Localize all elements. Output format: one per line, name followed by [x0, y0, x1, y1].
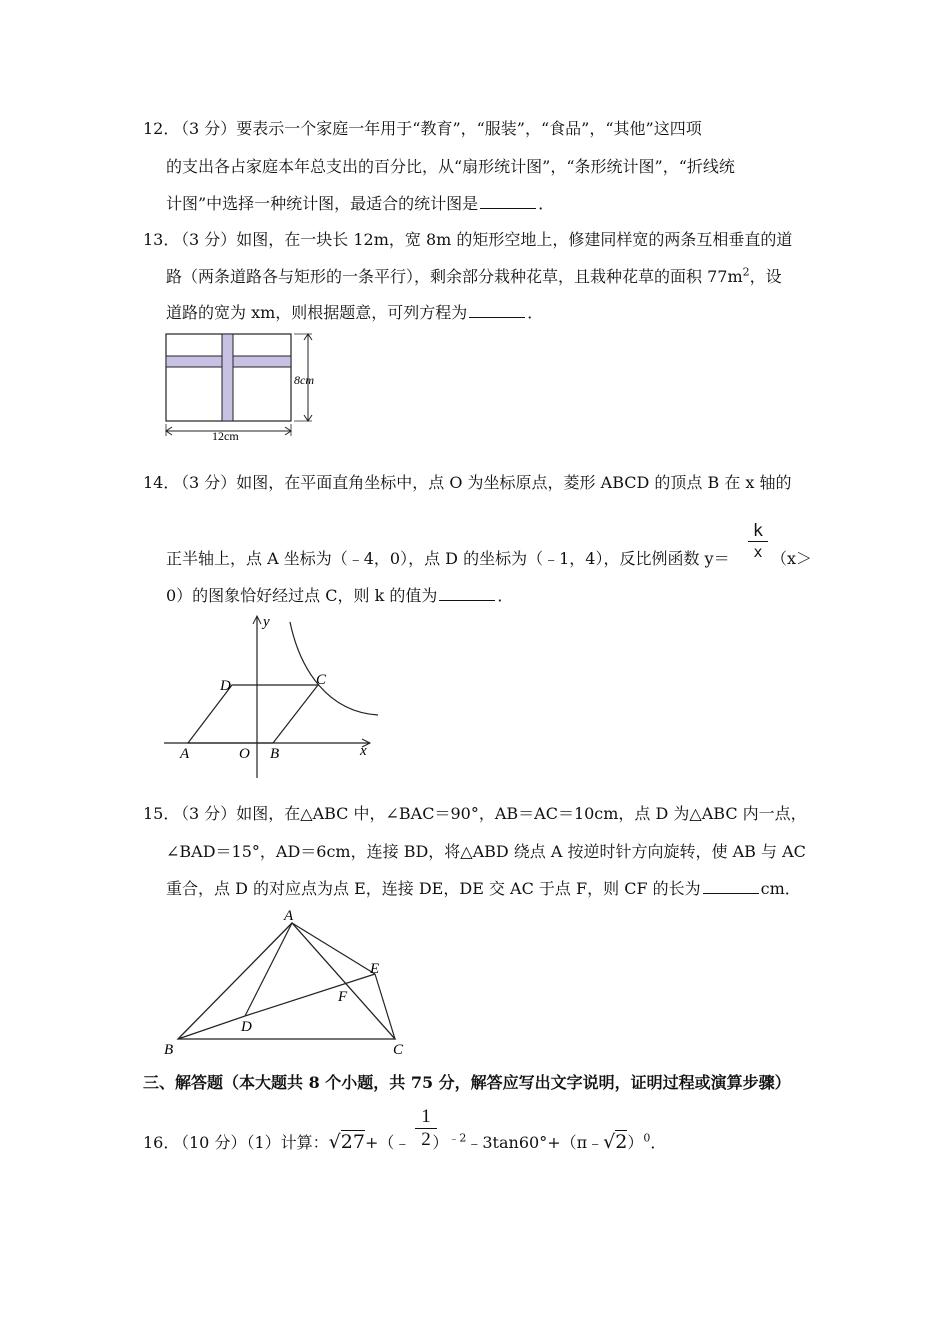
answer-blank [439, 586, 495, 601]
point-B-label: B [270, 746, 280, 762]
point-D-label: D [241, 1019, 252, 1035]
point-A-label: A [284, 908, 294, 924]
point-O-label: O [239, 746, 250, 762]
point-C-label: C [393, 1042, 404, 1058]
q13-line2: 路（两条道路各与矩形的一条平行），剩余部分栽种花草，且栽种花草的面积 $77m^2$，设 [166, 265, 782, 286]
axis-x-label: x [360, 743, 367, 759]
q15-line2: ∠BAD＝15°，AD＝6cm，连接 BD，将△ABD 绕点 A 按逆时针方向旋转，使 AB 与 AC [166, 842, 806, 861]
point-B-label: B [164, 1042, 174, 1058]
point-E-label: E [370, 961, 380, 977]
q14-figure [160, 610, 385, 785]
answer-blank [469, 303, 525, 318]
q13-line1: 13．（3 分）如图，在一块长 12m，宽 8m 的矩形空地上，修建同样宽的两条互相垂直的道 [143, 230, 793, 249]
q13-number: 13． [143, 230, 180, 249]
q14-line2-right: （x＞ [771, 549, 813, 568]
q15-line3: 重合，点 D 的对应点为点 E，连接 DE，DE 交 AC 于点 F，则 CF 的长为 cm． [166, 879, 801, 898]
point-F-label: F [338, 989, 348, 1005]
radicand-2: 2 [615, 1131, 628, 1153]
q14-fraction: $\frac{k}{x}$ [748, 521, 768, 562]
q14-line3: 0）的图象恰好经过点 C，则 k 的值为 ． [166, 586, 514, 605]
axis-y-label: y [263, 614, 270, 630]
q14-line1: 14．（3 分）如图，在平面直角坐标中，点 O 为坐标原点，菱形 ABCD 的顶点 B 在 x 轴的 [143, 473, 792, 492]
radicand-27: 27 [340, 1131, 365, 1153]
q12-line1: 12．（3 分）要表示一个家庭一年用于“教育”，“服装”，“食品”，“其他”这四项 [143, 119, 702, 138]
q16-line1: 16．（10 分）（1）计算：√27+（﹣ ）$^{﹣2}$﹣3tan60°+（π﹣√2）$^0$． [143, 1131, 667, 1153]
section-3-title: 三、解答题（本大题共 8 个小题，共 75 分，解答应写出文字说明，证明过程或演算步骤） [143, 1073, 791, 1092]
width-label: 12cm [212, 429, 239, 443]
q15-line1: 15．（3 分）如图，在△ABC 中，∠BAC＝90°，AB＝AC＝10cm，点 D 为△ABC 内一点， [143, 804, 807, 823]
height-label: 8cm [294, 373, 314, 387]
q16-fraction: $\frac{1}{2}$ [415, 1106, 437, 1151]
q12-line2: 的支出各占家庭本年总支出的百分比，从“扇形统计图”，“条形统计图”，“折线统 [166, 157, 735, 176]
q12-line3: 计图”中选择一种统计图，最适合的统计图是 ． [166, 194, 555, 213]
q16-number: 16． [143, 1133, 180, 1152]
q14-line2-left: 正半轴上，点 A 坐标为（﹣4，0），点 D 的坐标为（﹣1，4），反比例函数 y＝ [166, 549, 730, 568]
point-A-label: A [180, 746, 190, 762]
point-D-label: D [220, 678, 231, 694]
q15-figure [160, 905, 420, 1060]
sqrt-symbol: √ [328, 1131, 341, 1153]
q13-figure [160, 326, 330, 446]
q15-number: 15． [143, 804, 180, 823]
q12-number: 12． [143, 119, 180, 138]
point-C-label: C [316, 672, 327, 688]
sqrt-symbol: √ [603, 1131, 616, 1153]
q14-number: 14． [143, 473, 180, 492]
q13-line3: 道路的宽为 xm，则根据题意，可列方程为 ． [166, 303, 544, 322]
answer-blank [480, 194, 536, 209]
answer-blank [703, 879, 759, 894]
